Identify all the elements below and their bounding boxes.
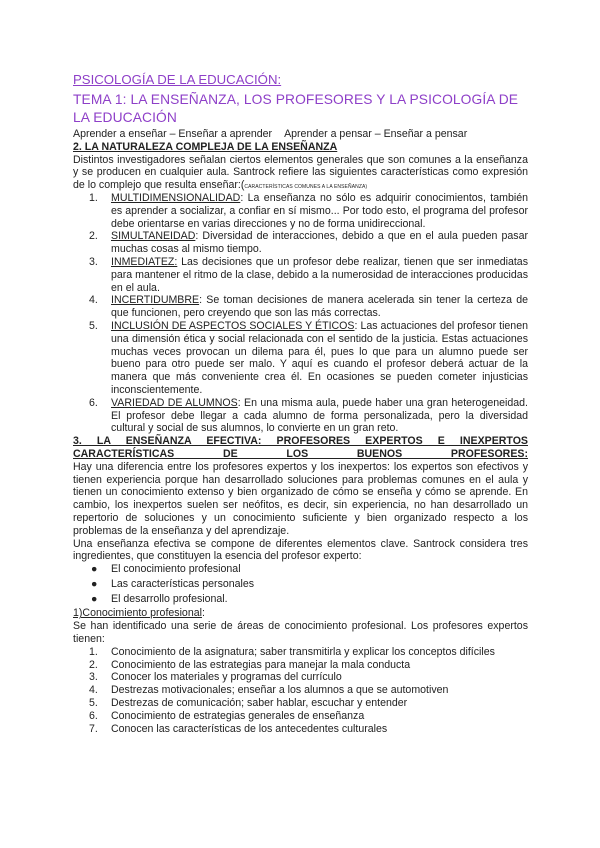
bullet-dot-icon: ● bbox=[91, 592, 98, 605]
list-text: : La enseñanza no sólo es adquirir conocimientos, también es aprender a socializar, a confiar en sí mismo... Por todo esto, el programa del profesor debe orientarse en varias direcciones y no de forma unidireccional. bbox=[111, 191, 528, 230]
list-text: Conocimiento de la asignatura; saber transmitirla y explicar los conceptos difíciles bbox=[111, 645, 495, 658]
list-text: Destrezas de comunicación; saber hablar, escuchar y entender bbox=[111, 697, 408, 710]
list-number: 2. bbox=[89, 230, 98, 243]
list-text: El conocimiento profesional bbox=[111, 563, 241, 576]
subtitle-line bbox=[73, 128, 528, 141]
topic-title: TEMA 1: LA ENSEÑANZA, LOS PROFESORES Y LA PSICOLOGÍA DE LA EDUCACIÓN bbox=[73, 92, 519, 125]
list-item bbox=[91, 592, 528, 606]
list-item bbox=[89, 294, 528, 320]
list-item bbox=[89, 658, 528, 672]
list-term: MULTIDIMENSIONALIDAD bbox=[111, 191, 241, 204]
list-term: SIMULTANEIDAD bbox=[111, 230, 196, 243]
list-text: Las decisiones que un profesor debe realizar, tienen que ser inmediatas para mantener el ritmo de la clase, debido a la numerosidad de interacciones producidas en el aula. bbox=[111, 255, 528, 294]
document-body bbox=[73, 72, 528, 735]
list-item bbox=[89, 230, 528, 256]
knowledge-subheading-colon: : bbox=[201, 607, 205, 620]
list-number: 7. bbox=[89, 722, 98, 735]
subtitle-right: Aprender a pensar – Enseñar a pensar bbox=[284, 128, 468, 140]
list-item bbox=[89, 697, 528, 710]
list-text: El desarrollo profesional. bbox=[111, 592, 228, 605]
list-item bbox=[89, 671, 528, 684]
list-term: INCLUSIÓN DE ASPECTOS SOCIALES Y ÉTICOS bbox=[111, 319, 355, 332]
list-item bbox=[89, 722, 528, 736]
list-item bbox=[89, 709, 528, 723]
section-3-para-2: Una enseñanza efectiva se compone de diferentes elementos clave. Santrock considera tres ingredientes, que constituyen la esencia del profesor experto: bbox=[73, 537, 528, 563]
list-item bbox=[89, 396, 528, 435]
list-number: 5. bbox=[89, 319, 98, 332]
list-item bbox=[89, 191, 528, 230]
knowledge-list bbox=[73, 646, 528, 736]
subtitle-left: Aprender a enseñar – Enseñar a aprender bbox=[73, 128, 273, 140]
list-text: Conocimiento de las estrategias para manejar la mala conducta bbox=[111, 658, 411, 671]
list-item bbox=[91, 563, 528, 576]
list-number: 3. bbox=[89, 255, 98, 268]
list-term: INMEDIATEZ: bbox=[111, 255, 178, 268]
list-text: Conocen las características de los antecedentes culturales bbox=[111, 722, 388, 735]
list-number: 4. bbox=[89, 294, 98, 307]
list-number: 2. bbox=[89, 658, 98, 671]
list-text: Destrezas motivacionales; enseñar a los alumnos a que se automotiven bbox=[111, 684, 449, 697]
list-number: 3. bbox=[89, 671, 98, 684]
list-text: : Diversidad de interacciones, debido a que en el aula pueden pasar muchas cosas al mismo tiempo. bbox=[111, 230, 528, 256]
list-text: Las características personales bbox=[111, 577, 255, 590]
list-text: Conocer los materiales y programas del currículo bbox=[111, 671, 342, 684]
bullet-dot-icon: ● bbox=[91, 577, 98, 590]
list-term: INCERTIDUMBRE bbox=[111, 294, 200, 307]
list-item bbox=[89, 645, 528, 659]
list-number: 6. bbox=[89, 396, 98, 409]
list-text: Conocimiento de estrategias generales de enseñanza bbox=[111, 709, 365, 722]
list-number: 6. bbox=[89, 709, 98, 722]
ingredients-list bbox=[73, 563, 528, 605]
list-item bbox=[89, 255, 528, 294]
knowledge-subheading bbox=[73, 607, 528, 620]
knowledge-subheading-text: 1)Conocimiento profesional bbox=[73, 607, 202, 620]
list-text: : Las actuaciones del profesor tienen una dimensión ética y social relacionada con el sentido de la justicia. Estas actuaciones muchas veces provocan un dilema para él, pues lo que para un alumno puede ser bueno para otro puede ser malo. Y aquí es cuando el profesor deberá actuar de la manera que más conveniente crea él. En ocasiones se pueden cometer injusticias inconscientemente. bbox=[111, 319, 528, 396]
list-item bbox=[91, 577, 528, 591]
list-number: 1. bbox=[89, 645, 98, 658]
section-3-para-1: Hay una diferencia entre los profesores expertos y los inexpertos: los expertos son efectivos y tienen experiencia porque han desarrollado soluciones para problemas comunes en el aula y tienen un conocimiento extenso y bien organizado de cómo se enseña y cómo se aprende. En cambio, los inexpertos suelen ser neófitos, es decir, sin experiencia, no han desarrollado un repertorio de soluciones y un conocimiento suficiente y bien organizado respecto a los problemas de la enseñanza y del aprendizaje. bbox=[73, 460, 528, 537]
section-3-heading: 3. LA ENSEÑANZA EFECTIVA: PROFESORES EXPERTOS E INEXPERTOS CARACTERÍSTICAS DE LOS BUENOS PROFESORES: bbox=[73, 435, 528, 460]
section-2-intro bbox=[73, 154, 528, 192]
list-number: 4. bbox=[89, 684, 98, 697]
bullet-dot-icon: ● bbox=[91, 563, 98, 576]
section-2-heading: 2. LA NATURALEZA COMPLEJA DE LA ENSEÑANZA bbox=[73, 140, 338, 153]
list-item bbox=[89, 319, 528, 397]
section-2-intro-note: CARACTERÍSTICAS COMUNES A LA ENSEÑANZA) bbox=[244, 184, 368, 191]
section-2-intro-text: Distintos investigadores señalan ciertos elementos generales que son comunes a la enseñanza y se producen en cualquier aula. Santrock refiere las siguientes características como expresión de lo complejo que resulta enseñar:( bbox=[73, 153, 528, 192]
list-item bbox=[89, 684, 528, 697]
list-number: 5. bbox=[89, 697, 98, 710]
list-text: : En una misma aula, puede haber una gran heterogeneidad. El profesor debe llegar a cada alumno de forma personalizada, pero la diversidad cultural y social de sus alumnos, lo convierte en un gran reto. bbox=[111, 396, 528, 435]
course-title: PSICOLOGÍA DE LA EDUCACIÓN: bbox=[73, 72, 282, 87]
list-term: VARIEDAD DE ALUMNOS bbox=[111, 396, 238, 409]
list-text: : Se toman decisiones de manera acelerada sin tener la certeza de que funcionen, pero creyendo que son las más correctas. bbox=[111, 294, 528, 320]
complexity-list bbox=[73, 192, 528, 435]
list-number: 1. bbox=[89, 191, 98, 204]
knowledge-intro: Se han identificado una serie de áreas de conocimiento profesional. Los profesores expertos tienen: bbox=[73, 620, 528, 646]
